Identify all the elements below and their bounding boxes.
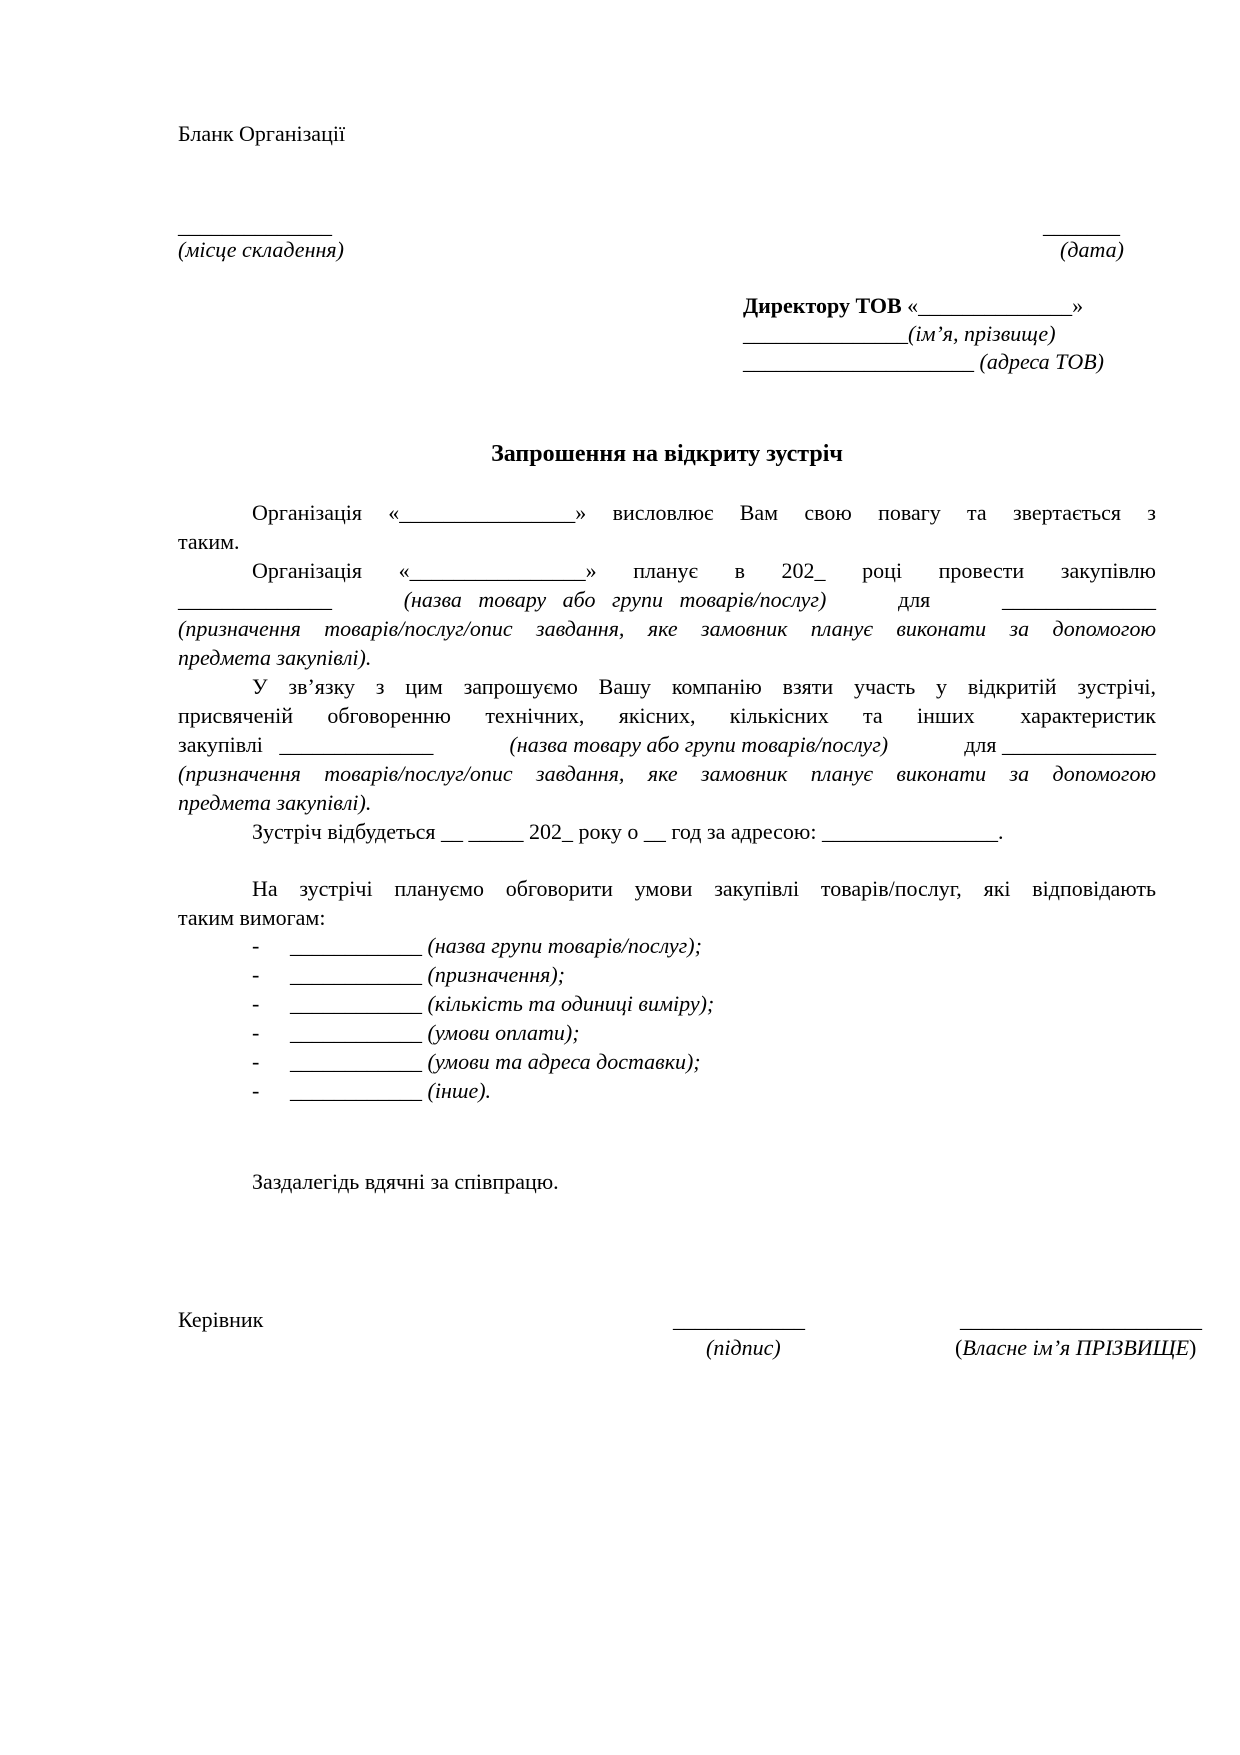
addressee-name-blank: _______________ xyxy=(743,321,908,346)
for-word: для xyxy=(898,587,931,612)
list-blank: ____________ xyxy=(290,991,422,1016)
list-item xyxy=(252,1019,580,1047)
paragraph-procurement xyxy=(178,556,1156,672)
goods-blank: ______________ xyxy=(178,587,332,612)
name-label-open: ( xyxy=(955,1335,963,1360)
list-label: (умови та адреса доставки); xyxy=(422,1049,701,1074)
place-blank: ______________ xyxy=(178,213,332,238)
goods-label: (назва товару або групи товарів/послуг) xyxy=(509,732,889,757)
list-item xyxy=(252,1077,491,1105)
paragraph-requirements-intro xyxy=(178,874,1156,932)
paragraph-line: На зустрічі плануємо обговорити умови закупівлі товарів/послуг, які відповідають xyxy=(252,876,1156,901)
goods-label: (назва товару або групи товарів/послуг) xyxy=(403,587,827,612)
letterhead: Бланк Організації xyxy=(178,121,346,146)
paragraph-line: (призначення товарів/послуг/опис завдання, яке замовник планує виконати за допомогою xyxy=(178,761,1156,786)
list-blank: ____________ xyxy=(290,1078,422,1103)
paragraph-line: Організація «________________» висловлює Вам свою повагу та звертається з xyxy=(252,500,1156,525)
addressee-line-3 xyxy=(743,348,1104,376)
list-dash: - xyxy=(252,1078,260,1103)
paragraph-line: (призначення товарів/послуг/опис завдання, яке замовник планує виконати за допомогою xyxy=(178,616,1156,641)
list-label: (призначення); xyxy=(422,962,565,987)
place-label: (місце складення) xyxy=(178,237,344,262)
procurement-blank: закупівлі ______________ xyxy=(178,732,439,757)
list-label: (кількість та одиниці виміру); xyxy=(422,991,715,1016)
list-blank: ____________ xyxy=(290,933,422,958)
paragraph-line: Зустріч відбудеться __ _____ 202_ року о __ год за адресою: ________________. xyxy=(252,819,1004,844)
list-dash: - xyxy=(252,962,260,987)
list-blank: ____________ xyxy=(290,1020,422,1045)
signature-blank: ____________ xyxy=(673,1307,805,1332)
paragraph-meeting-time xyxy=(178,817,1156,846)
paragraph-line xyxy=(178,585,1156,614)
purpose-blank: для ______________ xyxy=(958,732,1156,757)
name-label: Власне ім’я ПРІЗВИЩЕ xyxy=(962,1335,1190,1360)
list-dash: - xyxy=(252,1020,260,1045)
list-label: (умови оплати); xyxy=(422,1020,580,1045)
paragraph-line: предмета закупівлі). xyxy=(178,790,372,815)
addressee-director: Директору ТОВ xyxy=(743,293,902,318)
paragraph-invitation xyxy=(178,672,1156,817)
paragraph-line: присвяченій обговоренню технічних, якісних, кількісних та інших характеристик xyxy=(178,703,1156,728)
list-label: (назва групи товарів/послуг); xyxy=(422,933,702,958)
purpose-blank: ______________ xyxy=(1001,587,1156,612)
name-blank: ______________________ xyxy=(960,1307,1202,1332)
addressee-line-1 xyxy=(743,292,1083,320)
list-dash: - xyxy=(252,1049,260,1074)
paragraph-line: таким вимогам: xyxy=(178,905,326,930)
addressee-company-blank: «______________» xyxy=(901,293,1084,318)
addressee-line-2 xyxy=(743,320,1056,348)
closing-text: Заздалегідь вдячні за співпрацю. xyxy=(252,1169,559,1194)
paragraph-line: предмета закупівлі). xyxy=(178,645,372,670)
list-item xyxy=(252,1048,701,1076)
document-title: Запрошення на відкриту зустріч xyxy=(491,441,843,467)
list-dash: - xyxy=(252,933,260,958)
list-item xyxy=(252,961,565,989)
addressee-address-blank: _____________________ xyxy=(743,349,974,374)
list-blank: ____________ xyxy=(290,962,422,987)
addressee-address-label: (адреса ТОВ) xyxy=(974,349,1105,374)
list-blank: ____________ xyxy=(290,1049,422,1074)
name-label-close: ) xyxy=(1189,1335,1197,1360)
list-dash: - xyxy=(252,991,260,1016)
date-label: (дата) xyxy=(1060,237,1124,262)
list-item xyxy=(252,932,702,960)
paragraph-line: таким. xyxy=(178,529,240,554)
list-label: (інше). xyxy=(422,1078,492,1103)
name-label-line xyxy=(955,1334,1196,1362)
paragraph-greeting xyxy=(178,498,1156,556)
signature-label: (підпис) xyxy=(706,1335,781,1360)
addressee-name-label: (ім’я, прізвище) xyxy=(908,321,1056,346)
list-item xyxy=(252,990,714,1018)
date-blank: _______ xyxy=(1043,213,1120,238)
paragraph-line: Організація «________________» планує в 202_ році провести закупівлю xyxy=(252,558,1156,583)
paragraph-line: У зв’язку з цим запрошуємо Вашу компанію взяти участь у відкритій зустрічі, xyxy=(252,674,1156,699)
signer-role: Керівник xyxy=(178,1307,264,1332)
paragraph-line xyxy=(178,730,1156,759)
